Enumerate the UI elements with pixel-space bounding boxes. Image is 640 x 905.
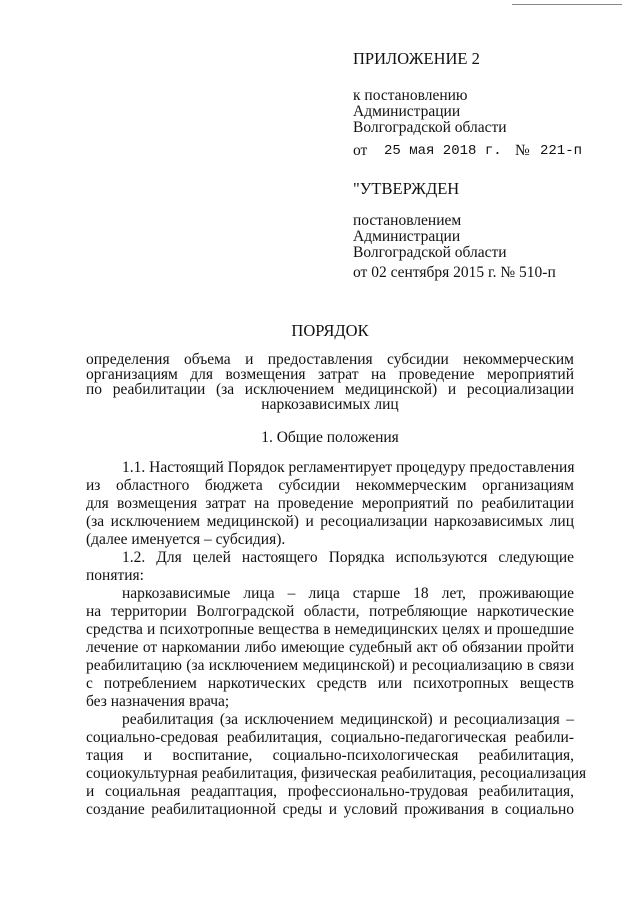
- body-line: социокультурная реабилитация, физическая реабилитация, ресоциализация: [86, 765, 587, 782]
- attachment-date: 25 мая 2018 г.: [384, 143, 502, 159]
- attachment-to-line-2: Администрации: [353, 103, 461, 120]
- approved-title: "УТВЕРЖДЕН: [353, 179, 460, 198]
- body-line: для возмещения затрат на проведение мероприятий по реабилитации: [86, 495, 574, 512]
- approved-line-4: от 02 сентября 2015 г. № 510-п: [353, 264, 556, 281]
- body-line: без назначения врача;: [86, 693, 230, 710]
- body-line: на территории Волгоградской области, потребляющие наркотические: [86, 603, 574, 620]
- subtitle-line: наркозависимых лиц: [261, 396, 399, 413]
- attachment-number-label: №: [515, 142, 530, 159]
- top-edge-line: [512, 4, 622, 5]
- approved-line-2: Администрации: [353, 228, 461, 245]
- approved-line-3: Волгоградской области: [353, 244, 507, 261]
- body-line: лечение от наркомании либо имеющие судебный акт об обязании пройти: [86, 639, 574, 656]
- subtitle-line: по реабилитации (за исключением медицинской) и ресоциализации: [86, 381, 574, 398]
- doc-title: ПОРЯДОК: [291, 321, 369, 340]
- body-line: и социальная реадаптация, профессионально-трудовая реабилитация,: [86, 783, 574, 800]
- subtitle-line: определения объема и предоставления субсидии некоммерческим: [86, 351, 574, 368]
- body-line: тация и воспитание, социально-психологическая реабилитация,: [86, 747, 574, 764]
- section-title: 1. Общие положения: [261, 429, 399, 446]
- body-line: реабилитация (за исключением медицинской) и ресоциализация –: [122, 711, 574, 728]
- body-line: (за исключением медицинской) и ресоциализации наркозависимых лиц: [86, 513, 574, 530]
- attachment-from-label: от: [353, 142, 368, 159]
- body-line: понятия:: [86, 567, 144, 584]
- subtitle-line: организациям для возмещения затрат на проведение мероприятий: [86, 366, 574, 383]
- body-line: из областного бюджета субсидии некоммерческим организациям: [86, 477, 574, 494]
- body-line: создание реабилитационной среды и условий проживания в социально: [86, 801, 574, 818]
- attachment-to-line-3: Волгоградской области: [353, 119, 507, 136]
- body-line: средства и психотропные вещества в немедицинских целях и прошедшие: [86, 621, 574, 638]
- body-line: реабилитацию (за исключением медицинской) и ресоциализацию в связи: [86, 657, 574, 674]
- body-line: социально-средовая реабилитация, социально-педагогическая реабили-: [86, 729, 574, 746]
- body-line: 1.2. Для целей настоящего Порядка используются следующие: [122, 549, 574, 566]
- body-line: с потреблением наркотических средств или психотропных веществ: [86, 675, 574, 692]
- body-line: наркозависимые лица – лица старше 18 лет, проживающие: [122, 585, 574, 602]
- approved-line-1: постановлением: [353, 212, 462, 229]
- body-line: (далее именуется – субсидия).: [86, 531, 286, 548]
- body-line: 1.1. Настоящий Порядок регламентирует процедуру предоставления: [122, 459, 575, 476]
- attachment-title: ПРИЛОЖЕНИЕ 2: [353, 49, 480, 68]
- attachment-number: 221-п: [540, 143, 583, 159]
- attachment-to-line-1: к постановлению: [353, 87, 468, 104]
